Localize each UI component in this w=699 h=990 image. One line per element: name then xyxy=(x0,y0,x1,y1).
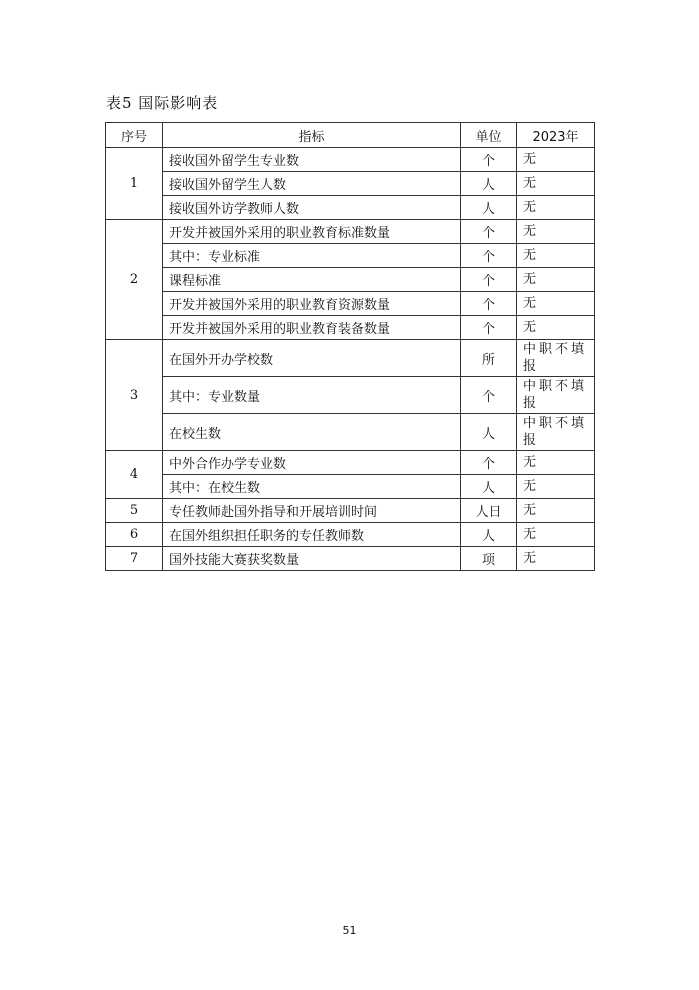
value-cell: 无 xyxy=(517,316,595,340)
indicator-cell: 开发并被国外采用的职业教育标准数量 xyxy=(163,220,461,244)
indicator-cell: 接收国外留学生专业数 xyxy=(163,148,461,172)
seq-cell: 3 xyxy=(106,340,163,451)
value-text: 中职不填报 xyxy=(523,416,588,448)
unit-cell: 人 xyxy=(461,172,517,196)
unit-cell: 人 xyxy=(461,196,517,220)
table-row xyxy=(106,451,595,475)
unit-cell: 个 xyxy=(461,220,517,244)
value-cell xyxy=(517,340,595,377)
unit-cell: 个 xyxy=(461,148,517,172)
table-row xyxy=(106,499,595,523)
seq-cell: 4 xyxy=(106,451,163,499)
indicator-cell: 在校生数 xyxy=(163,414,461,451)
table-row xyxy=(106,523,595,547)
table-row xyxy=(106,547,595,571)
indicator-cell: 其中：在校生数 xyxy=(163,475,461,499)
unit-cell: 人 xyxy=(461,523,517,547)
unit-cell: 个 xyxy=(461,451,517,475)
value-cell: 无 xyxy=(517,451,595,475)
international-influence-table xyxy=(105,122,595,571)
value-cell xyxy=(517,377,595,414)
header-year: 2023年 xyxy=(517,123,595,148)
value-cell: 无 xyxy=(517,244,595,268)
page-number: 51 xyxy=(342,924,357,937)
indicator-cell: 中外合作办学专业数 xyxy=(163,451,461,475)
value-text: 中职不填报 xyxy=(523,342,588,374)
seq-cell: 7 xyxy=(106,547,163,571)
value-cell: 无 xyxy=(517,268,595,292)
header-seq: 序号 xyxy=(106,123,163,148)
indicator-cell: 在国外组织担任职务的专任教师数 xyxy=(163,523,461,547)
indicator-cell: 开发并被国外采用的职业教育装备数量 xyxy=(163,316,461,340)
seq-cell: 6 xyxy=(106,523,163,547)
table-row xyxy=(106,172,595,196)
value-cell: 无 xyxy=(517,475,595,499)
indicator-cell: 课程标准 xyxy=(163,268,461,292)
indicator-cell: 接收国外访学教师人数 xyxy=(163,196,461,220)
table-row xyxy=(106,220,595,244)
value-cell: 无 xyxy=(517,220,595,244)
table-row xyxy=(106,292,595,316)
table-row xyxy=(106,475,595,499)
table-row xyxy=(106,148,595,172)
value-cell: 无 xyxy=(517,523,595,547)
unit-cell: 人 xyxy=(461,475,517,499)
unit-cell: 人 xyxy=(461,414,517,451)
indicator-cell: 国外技能大赛获奖数量 xyxy=(163,547,461,571)
indicator-cell: 其中：专业数量 xyxy=(163,377,461,414)
value-cell: 无 xyxy=(517,499,595,523)
table-caption: 表5 国际影响表 xyxy=(106,94,219,112)
seq-cell: 5 xyxy=(106,499,163,523)
unit-cell: 个 xyxy=(461,316,517,340)
indicator-cell: 专任教师赴国外指导和开展培训时间 xyxy=(163,499,461,523)
value-cell xyxy=(517,414,595,451)
unit-cell: 个 xyxy=(461,377,517,414)
unit-cell: 所 xyxy=(461,340,517,377)
value-cell: 无 xyxy=(517,172,595,196)
seq-cell: 1 xyxy=(106,148,163,220)
header-row xyxy=(106,123,595,148)
unit-cell: 项 xyxy=(461,547,517,571)
value-cell: 无 xyxy=(517,547,595,571)
table-row xyxy=(106,244,595,268)
table-row xyxy=(106,316,595,340)
table-row xyxy=(106,268,595,292)
indicator-cell: 接收国外留学生人数 xyxy=(163,172,461,196)
value-cell: 无 xyxy=(517,148,595,172)
value-cell: 无 xyxy=(517,292,595,316)
unit-cell: 人日 xyxy=(461,499,517,523)
unit-cell: 个 xyxy=(461,268,517,292)
table-row xyxy=(106,377,595,414)
seq-cell: 2 xyxy=(106,220,163,340)
indicator-cell: 其中：专业标准 xyxy=(163,244,461,268)
indicator-cell: 在国外开办学校数 xyxy=(163,340,461,377)
table-row xyxy=(106,414,595,451)
header-unit: 单位 xyxy=(461,123,517,148)
table-row xyxy=(106,196,595,220)
value-cell: 无 xyxy=(517,196,595,220)
table-row xyxy=(106,340,595,377)
unit-cell: 个 xyxy=(461,244,517,268)
unit-cell: 个 xyxy=(461,292,517,316)
indicator-cell: 开发并被国外采用的职业教育资源数量 xyxy=(163,292,461,316)
value-text: 中职不填报 xyxy=(523,379,588,411)
header-indicator: 指标 xyxy=(163,123,461,148)
